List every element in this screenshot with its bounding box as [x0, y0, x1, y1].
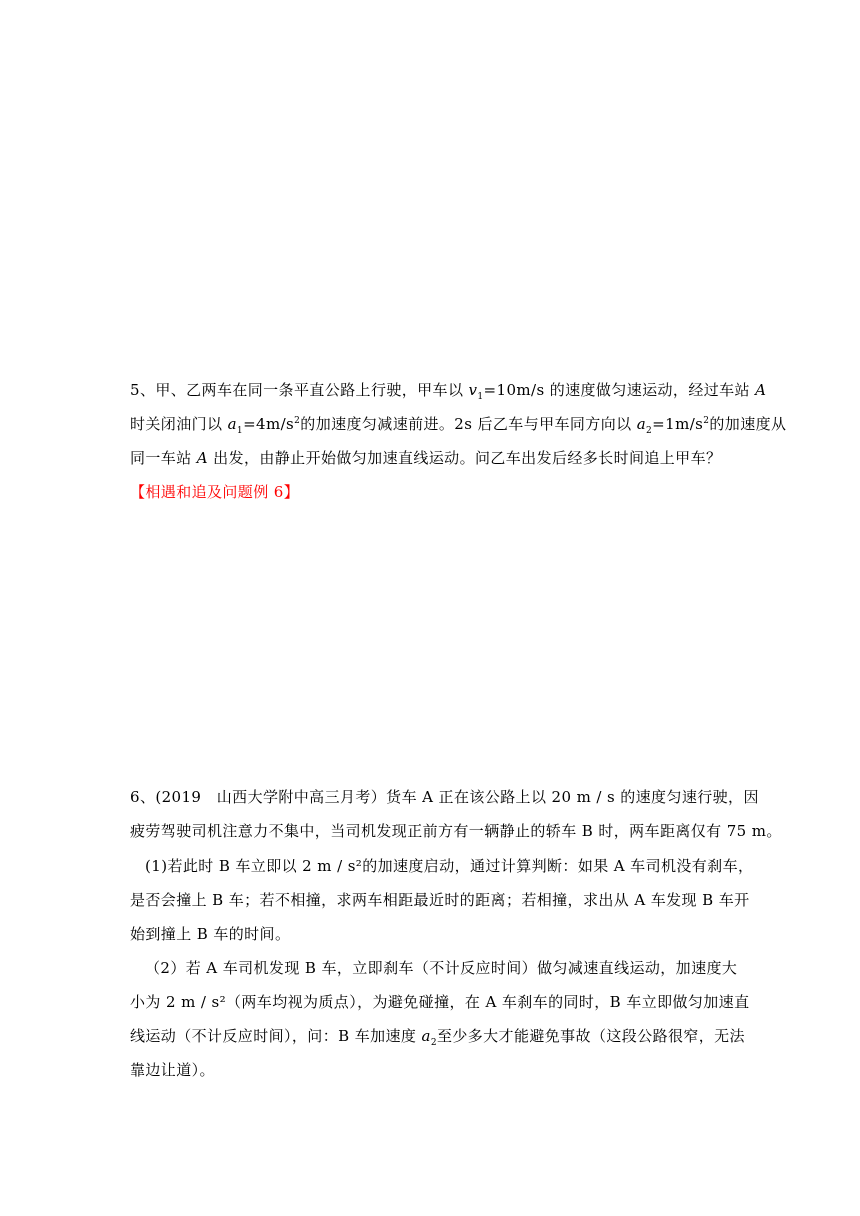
- problem6-part2-line1: （2）若 A 车司机发现 B 车，立即刹车（不计反应时间）做匀减速直线运动，加速度大: [145, 959, 738, 977]
- problem5-reference: 【相遇和追及问题例 6】: [130, 483, 300, 501]
- problem6-part1-line3: 始到撞上 B 车的时间。: [130, 925, 291, 943]
- problem6-part1-line1: (1)若此时 B 车立即以 2 m / s²的加速度启动，通过计算判断：如果 A 车司机没有刹车，: [145, 857, 754, 875]
- problem6-part2-line4: 靠边让道）。: [130, 1061, 215, 1079]
- problem6-part2-line3: 线运动（不计反应时间），问：B 车加速度 $a_2$至少多大才能避免事故（这段公路很窄，无法: [130, 1027, 745, 1048]
- problem6-line1: 6、(2019 山西大学附中高三月考）货车 A 正在该公路上以 20 m / s 的速度匀速行驶，因: [130, 788, 759, 806]
- problem6-part1-line2: 是否会撞上 B 车；若不相撞，求两车相距最近时的距离；若相撞，求出从 A 车发现 B 车开: [130, 891, 750, 909]
- problem5-line1: 5、甲、乙两车在同一条平直公路上行驶，甲车以 $v_1=10m/s$ 的速度做匀速运动，经过车站 A: [130, 381, 767, 402]
- problem5-line2: 时关闭油门以 $a_1=4m/s^2$的加速度匀减速前进。2s 后乙车与甲车同方向以 $a_2=1m/s^2$的加速度从: [130, 415, 787, 436]
- problem6-line2: 疲劳驾驶司机注意力不集中，当司机发现正前方有一辆静止的轿车 B 时，两车距离仅有 75 m。: [130, 822, 782, 840]
- problem6-part2-line2: 小为 2 m / s²（两车均视为质点），为避免碰撞，在 A 车刹车的同时，B 车立即做匀加速直: [130, 993, 750, 1011]
- problem5-line3: 同一车站 A 出发，由静止开始做匀加速直线运动。问乙车出发后经多长时间追上甲车？: [130, 449, 722, 467]
